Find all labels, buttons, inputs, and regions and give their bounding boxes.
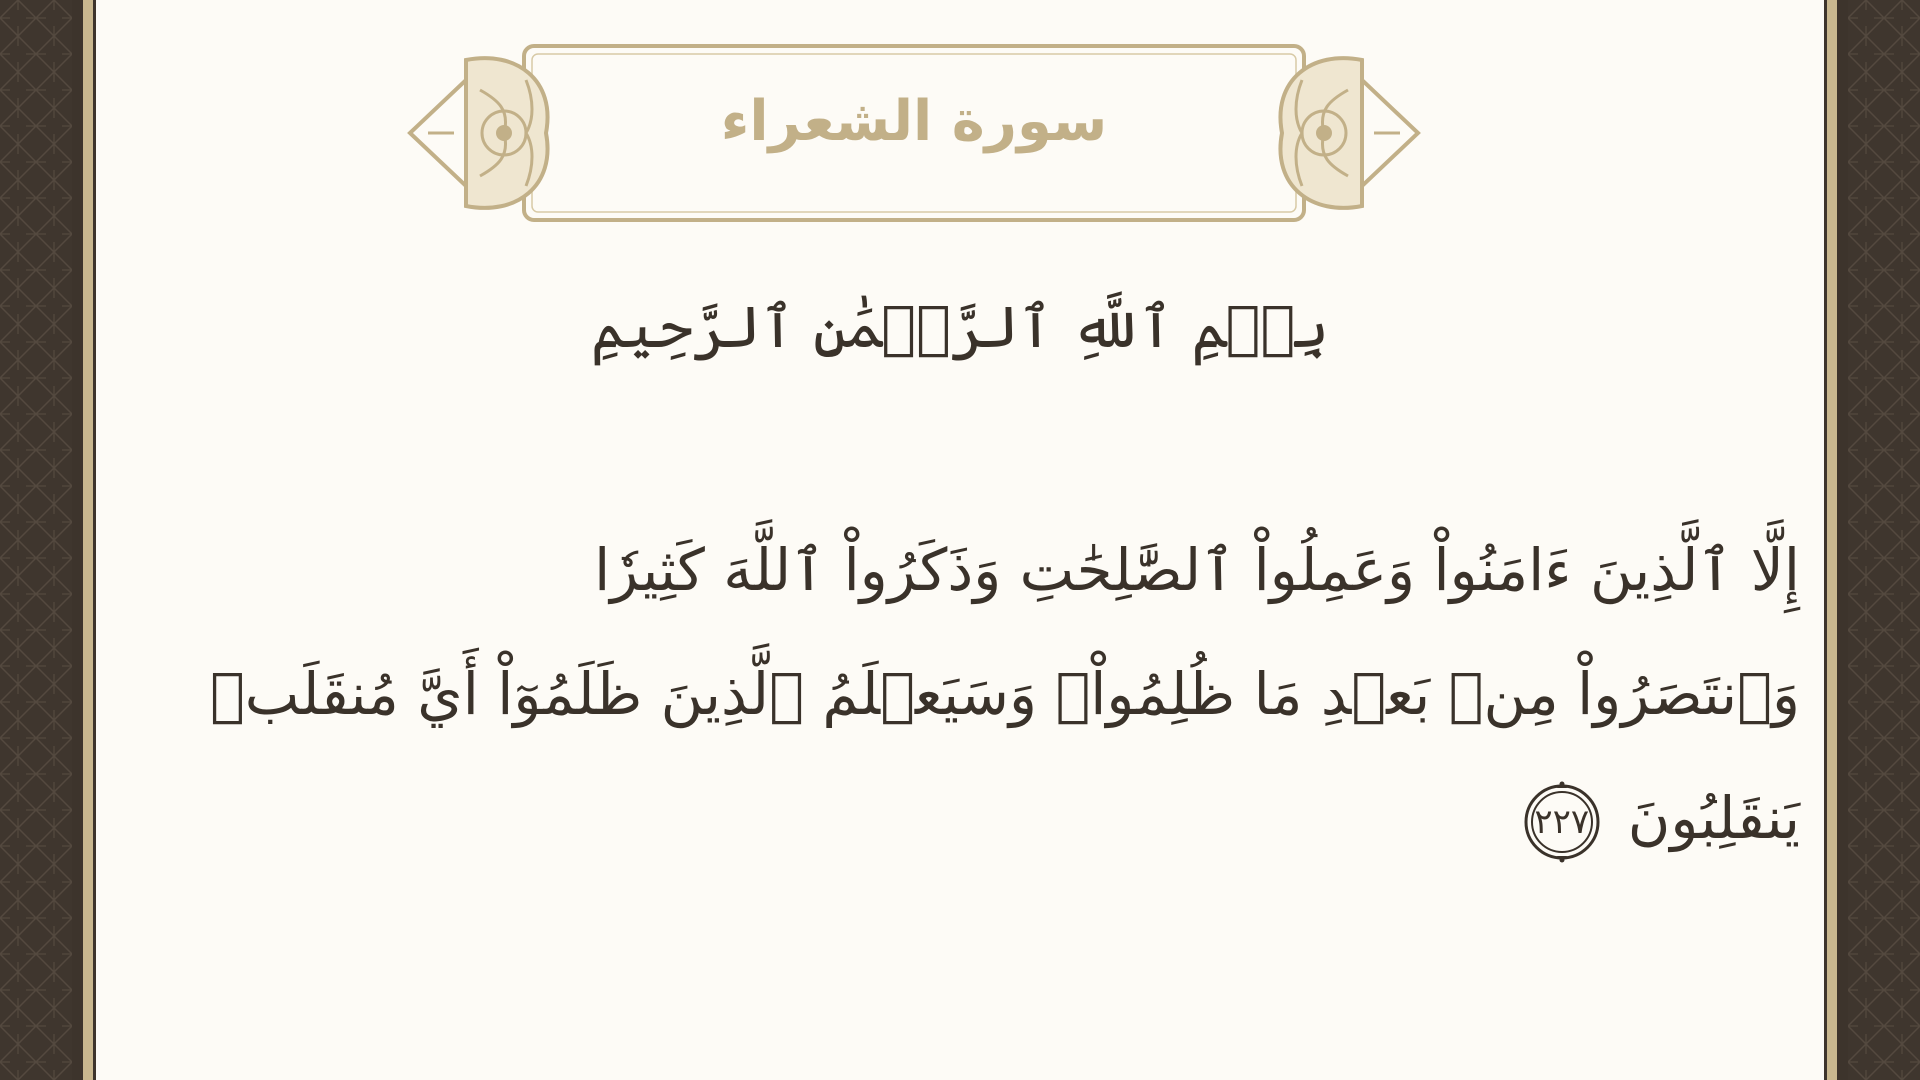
surah-header-banner (406, 40, 1422, 230)
surah-title: سورة الشعراء (720, 89, 1108, 154)
basmala: بِسۡمِ ٱللَّهِ ٱلرَّحۡمَٰنِ ٱلرَّحِيمِ (590, 293, 1330, 361)
right-patterned-border (1848, 0, 1920, 1080)
ayah-line-2: وَٱنتَصَرُواْ مِنۢ بَعۡدِ مَا ظُلِمُواْۗ وَسَيَعۡلَمُ ٱلَّذِينَ ظَلَمُوٓاْ أَيَّ مُنقَلَبٖ (210, 660, 1800, 728)
right-gold-rule (1827, 0, 1837, 1080)
ayah-end-rosette-icon (1520, 780, 1604, 864)
ayah-line-3 (300, 756, 1800, 880)
right-lattice-pattern (1848, 0, 1920, 1080)
ayah-line-3-text: يَنقَلِبُونَ (1627, 784, 1800, 852)
ayah-line-1: إِلَّا ٱلَّذِينَ ءَامَنُواْ وَعَمِلُواْ ٱلصَّٰلِحَٰتِ وَذَكَرُواْ ٱللَّهَ كَثِيرٗا (594, 536, 1800, 604)
ayah-number: ٢٢٧ (1534, 801, 1590, 842)
ayah-text-block (210, 508, 1800, 880)
left-lattice-pattern (0, 0, 72, 1080)
left-patterned-border (0, 0, 72, 1080)
left-gold-rule (83, 0, 93, 1080)
